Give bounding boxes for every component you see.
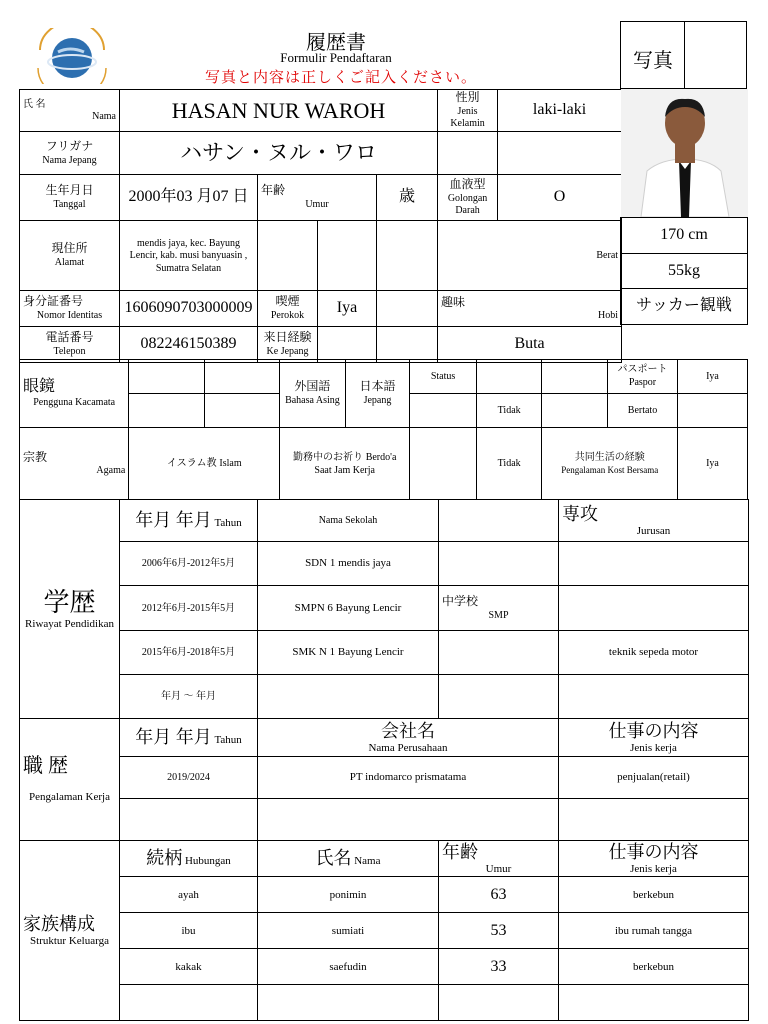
visit-label-cell: 来日経験 Ke Jepang — [258, 327, 318, 363]
name-kana-label-cell: フリガナ Nama Jepang — [20, 132, 120, 175]
family-job-header: 仕事の内容 Jenis kerja — [559, 841, 749, 877]
phone-value[interactable]: 082246150389 — [120, 327, 258, 363]
name-label-cell: 氏 名 Nama — [20, 90, 120, 132]
family-name[interactable]: sumiati — [258, 913, 439, 949]
edu-year[interactable]: 2012年6月-2015年5月 — [120, 586, 258, 631]
edu-major-header: 専攻 Jurusan — [559, 500, 749, 542]
blank-cell — [129, 360, 204, 394]
blank-cell — [318, 327, 377, 363]
weight-value[interactable]: 55kg — [621, 254, 748, 289]
work-company[interactable]: PT indomarco prismatama — [258, 757, 559, 799]
prayer-label-cell: 勤務中のお祈り Berdo'a Saat Jam Kerja — [280, 428, 410, 500]
edu-major[interactable] — [559, 586, 749, 631]
edu-major[interactable]: teknik sepeda motor — [559, 631, 749, 675]
name-value[interactable]: HASAN NUR WAROH — [120, 90, 438, 132]
family-age-header: 年齢 Umur — [439, 841, 559, 877]
religion-label-cell: 宗教 Agama — [20, 428, 129, 500]
family-rel[interactable]: ibu — [120, 913, 258, 949]
age-value[interactable]: 歳 — [377, 175, 438, 221]
extra-info-table — [19, 359, 748, 500]
tattoo-label-cell: Bertato — [608, 394, 678, 428]
status-label-cell: Status — [410, 360, 477, 394]
blank-cell — [377, 221, 438, 291]
edu-level[interactable]: 中学校 SMP — [439, 586, 559, 631]
edu-school[interactable]: SMK N 1 Bayung Lencir — [258, 631, 439, 675]
education-table — [19, 499, 749, 719]
family-job[interactable]: ibu rumah tangga — [559, 913, 749, 949]
blank-cell — [498, 132, 622, 175]
work-table — [19, 718, 749, 841]
edu-year[interactable]: 2015年6月-2018年5月 — [120, 631, 258, 675]
edu-school[interactable] — [258, 675, 439, 719]
blank-cell — [476, 360, 542, 394]
work-year[interactable]: 2019/2024 — [120, 757, 258, 799]
work-year[interactable] — [120, 799, 258, 841]
form-title: Formulir Pendaftaran — [280, 50, 392, 65]
family-name[interactable]: saefudin — [258, 949, 439, 985]
gender-value[interactable]: laki-laki — [498, 90, 622, 132]
birth-label-cell: 生年月日 Tanggal — [20, 175, 120, 221]
blank-cell — [377, 291, 438, 327]
edu-level[interactable] — [439, 631, 559, 675]
edu-level-header — [439, 500, 559, 542]
person-photo-icon — [621, 89, 748, 217]
work-job[interactable] — [559, 799, 749, 841]
edu-level[interactable] — [439, 542, 559, 586]
work-job-header: 仕事の内容 Jenis kerja — [559, 719, 749, 757]
edu-level[interactable] — [439, 675, 559, 719]
blank-cell — [318, 221, 377, 291]
edu-school[interactable]: SDN 1 mendis jaya — [258, 542, 439, 586]
blank-cell — [438, 132, 498, 175]
form-notice: 写真と内容は正しくご記入ください。 — [204, 70, 477, 86]
address-label-cell: 現住所 Alamat — [20, 221, 120, 291]
prayer-value[interactable]: Tidak — [476, 428, 542, 500]
family-rel[interactable]: ayah — [120, 877, 258, 913]
passport-value[interactable]: Iya — [677, 360, 747, 394]
gender-label-cell: 性別 Jenis Kelamin — [438, 90, 498, 132]
age-label-cell: 年齢 Umur — [258, 175, 377, 221]
passport-label-cell: パスポート Paspor — [608, 360, 678, 394]
glasses-label-cell: 眼鏡 Pengguna Kacamata — [20, 360, 129, 428]
work-company[interactable] — [258, 799, 559, 841]
work-company-header: 会社名 Nama Perusahaan — [258, 719, 559, 757]
id-value[interactable]: 1606090703000009 — [120, 291, 258, 327]
blank-cell — [542, 360, 608, 394]
applicant-photo — [621, 89, 748, 217]
blank-cell — [410, 394, 477, 428]
family-table — [19, 840, 749, 1021]
weight-label-cell: Berat — [438, 221, 622, 291]
hobby-label-cell: 趣味 Hobi — [438, 291, 622, 327]
family-name[interactable]: ponimin — [258, 877, 439, 913]
family-section-label: 家族構成 Struktur Keluarga — [20, 841, 120, 1021]
blank-cell — [377, 327, 438, 363]
family-job[interactable]: berkebun — [559, 877, 749, 913]
edu-year[interactable]: 年月 ～ 年月 — [120, 675, 258, 719]
work-section-label: 職 歴 Pengalaman Kerja — [20, 719, 120, 841]
edu-major[interactable] — [559, 542, 749, 586]
religion-value[interactable]: イスラム教 Islam — [129, 428, 280, 500]
family-age[interactable]: 53 — [439, 913, 559, 949]
family-age[interactable]: 63 — [439, 877, 559, 913]
blank-cell — [129, 394, 204, 428]
smoke-label-cell: 喫煙 Perokok — [258, 291, 318, 327]
blank-cell — [542, 394, 608, 428]
family-rel[interactable] — [120, 985, 258, 1021]
personal-info-table — [19, 89, 622, 363]
edu-year[interactable]: 2006年6月-2012年5月 — [120, 542, 258, 586]
lang-japanese-cell: 日本語 Jepang — [345, 360, 409, 428]
id-label-cell: 身分証番号 Nomor Identitas — [20, 291, 120, 327]
tidak-value[interactable]: Tidak — [476, 394, 542, 428]
address-value[interactable]: mendis jaya, kec. Bayung Lencir, kab. musi banyuasin , Sumatra Selatan — [120, 221, 258, 291]
edu-major[interactable] — [559, 675, 749, 719]
hobby-value[interactable]: サッカー観戦 — [621, 289, 748, 325]
family-name-header: 氏名 Nama — [258, 841, 439, 877]
blank-cell — [204, 360, 279, 394]
phone-label-cell: 電話番号 Telepon — [20, 327, 120, 363]
blood-label-cell: 血液型 Golongan Darah — [438, 175, 498, 221]
family-rel-header: 続柄 Hubungan — [120, 841, 258, 877]
family-name[interactable] — [258, 985, 439, 1021]
photo-label-box — [620, 21, 747, 89]
work-job[interactable]: penjualan(retail) — [559, 757, 749, 799]
family-age[interactable]: 33 — [439, 949, 559, 985]
blank-cell — [410, 428, 477, 500]
edu-school[interactable]: SMPN 6 Bayung Lencir — [258, 586, 439, 631]
name-kana-value[interactable]: ハサン・ヌル・ワロ — [120, 132, 438, 175]
blank-cell — [258, 221, 318, 291]
smoke-value[interactable]: Iya — [318, 291, 377, 327]
form-title-jp: 履歴書 — [306, 32, 366, 54]
visit-value[interactable]: Buta — [438, 327, 622, 363]
dorm-value[interactable]: Iya — [677, 428, 747, 500]
edu-year-header: 年月 年月 Tahun — [120, 500, 258, 542]
family-rel[interactable]: kakak — [120, 949, 258, 985]
blank-cell — [204, 394, 279, 428]
photo-label: 写真 — [633, 50, 673, 72]
education-section-label: 学歴 Riwayat Pendidikan — [20, 500, 120, 719]
edu-school-header: Nama Sekolah — [258, 500, 439, 542]
dorm-label-cell: 共同生活の経験 Pengalaman Kost Bersama — [542, 428, 678, 500]
body-info-table — [620, 217, 748, 325]
family-job[interactable]: berkebun — [559, 949, 749, 985]
birth-value[interactable]: 2000年03 月07 日 — [120, 175, 258, 221]
work-year-header: 年月 年月 Tahun — [120, 719, 258, 757]
family-job[interactable] — [559, 985, 749, 1021]
lang-label-cell: 外国語 Bahasa Asing — [280, 360, 346, 428]
blood-value[interactable]: O — [498, 175, 622, 221]
family-age[interactable] — [439, 985, 559, 1021]
height-value[interactable]: 170 cm — [621, 218, 748, 254]
blank-cell — [677, 394, 747, 428]
